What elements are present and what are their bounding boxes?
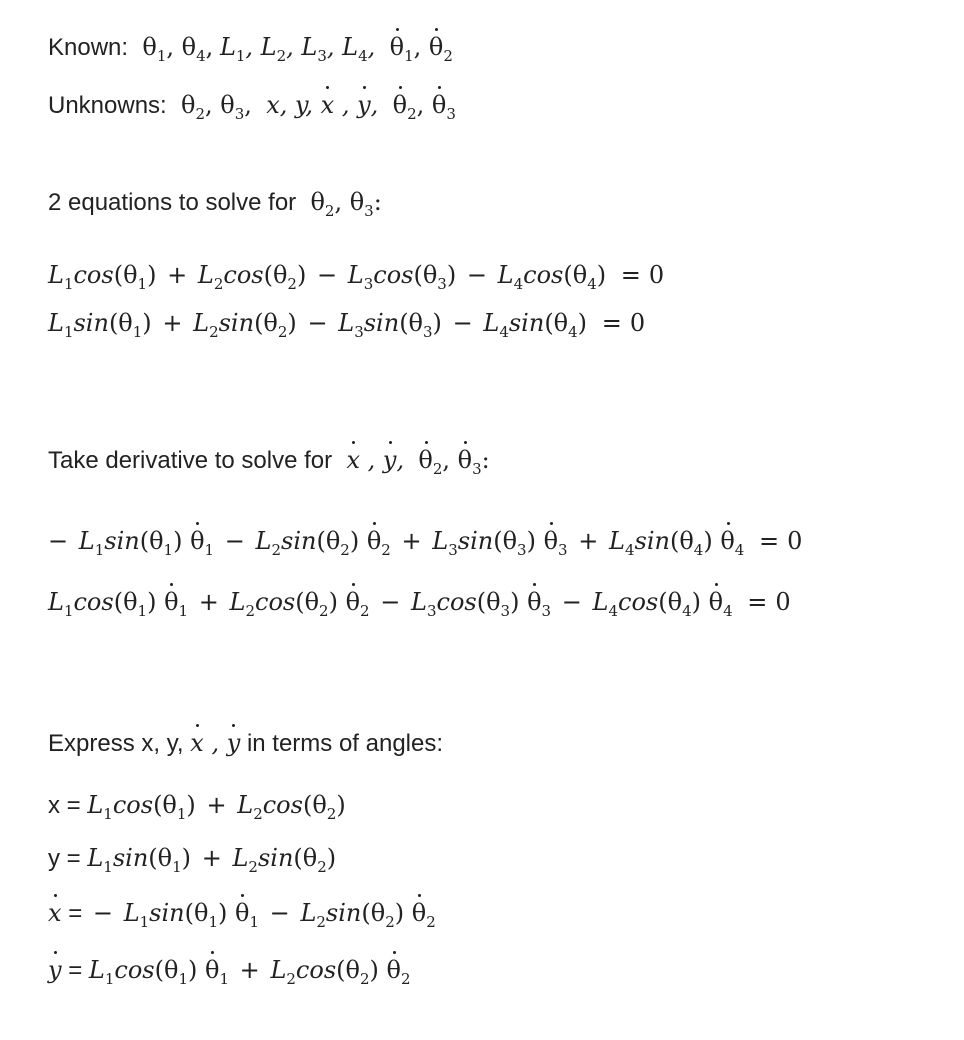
velocity-equation-cos: $L_1\cos(\theta_1) \theta_1 + L_2\cos(\theta_2) \theta_2 - L_3\cos(\theta_3) \theta_3 - L_4\cos(\theta_4) \theta_4 = 0$ <box>48 588 791 620</box>
y-equation: $y = L_1\sin(\theta_1) + L_2\sin(\theta_2)$ <box>48 844 337 876</box>
express-heading: Express x, y, x , y in terms of angles: <box>48 729 444 757</box>
derivative-heading: Take derivative to solve for x , y, $\theta_2$, $\theta_3$: <box>48 446 490 478</box>
x-equation: $x = L_1\cos(\theta_1) + L_2\cos(\theta_2)$ <box>48 791 346 823</box>
unknowns-label: Unknowns: <box>48 92 167 119</box>
unknowns-line: Unknowns: $\theta_2$, $\theta_3$, x, y, x , y, $\theta_2$, $\theta_3$ <box>48 91 456 123</box>
position-equation-sin: $L_1\sin(\theta_1) + L_2\sin(\theta_2) - L_3\sin(\theta_3) - L_4\sin(\theta_4) = 0$ <box>48 309 646 341</box>
velocity-equation-sin: − $L_1\sin(\theta_1) \theta_1 - L_2\sin(\theta_2) \theta_2 + L_3\sin(\theta_3) \theta_3 + L_4\sin(\theta_4) \theta_4 = 0$ <box>48 527 803 559</box>
x-dot-equation: x = − $L_1\sin(\theta_1) \theta_1 - L_2\sin(\theta_2)$ $\theta_2$ <box>48 899 436 931</box>
known-line: Known: $\theta_1$, $\theta_4$, $L_1$, $L_2$, $L_3$, $L_4$, $\theta_1$, $\theta_2$ <box>48 33 453 65</box>
y-dot-equation: $y = L_1\cos(\theta_1) \theta_1 + L_2\cos(\theta_2)$ $\theta_2$ <box>48 956 411 988</box>
position-equation-cos: $L_1\cos(\theta_1) + L_2\cos(\theta_2) - L_3\cos(\theta_3) - L_4\cos(\theta_4) = 0$ <box>48 261 665 293</box>
known-label: Known: <box>48 34 129 61</box>
equations-heading: 2 equations to solve for $\theta_2$, $\theta_3$: <box>48 188 382 220</box>
